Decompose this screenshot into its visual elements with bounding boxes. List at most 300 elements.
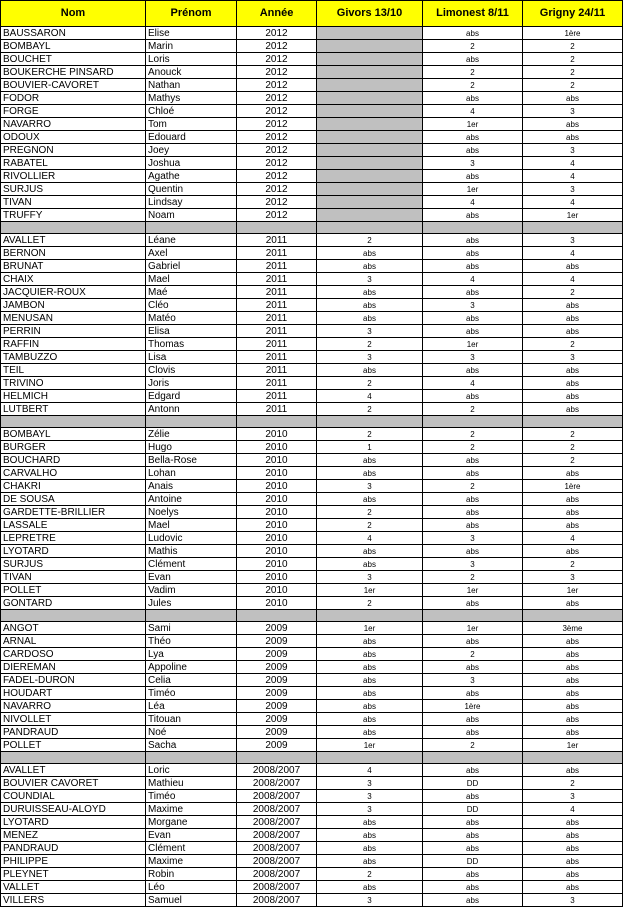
table-row bbox=[1, 131, 623, 144]
limonest-cell: abs bbox=[423, 519, 523, 532]
prenom-cell: Mael bbox=[146, 273, 237, 286]
limonest-cell: abs bbox=[423, 131, 523, 144]
limonest-cell: 3 bbox=[423, 558, 523, 571]
nom-cell: BOUCHARD bbox=[1, 454, 146, 467]
grigny-cell: 2 bbox=[523, 66, 623, 79]
givors-cell: 1 bbox=[317, 441, 423, 454]
givors-cell: 3 bbox=[317, 894, 423, 907]
limonest-cell: DD bbox=[423, 855, 523, 868]
grigny-cell: 2 bbox=[523, 286, 623, 299]
grigny-cell: 3 bbox=[523, 351, 623, 364]
grigny-cell: 2 bbox=[523, 441, 623, 454]
annee-cell: 2011 bbox=[237, 286, 317, 299]
annee-cell: 2009 bbox=[237, 648, 317, 661]
nom-cell: CARVALHO bbox=[1, 467, 146, 480]
nom-cell: BAUSSARON bbox=[1, 27, 146, 40]
grigny-cell: 2 bbox=[523, 40, 623, 53]
grigny-cell: abs bbox=[523, 312, 623, 325]
limonest-cell: abs bbox=[423, 234, 523, 247]
limonest-cell: DD bbox=[423, 803, 523, 816]
table-row bbox=[1, 829, 623, 842]
table-row bbox=[1, 816, 623, 829]
grigny-cell: 4 bbox=[523, 247, 623, 260]
prenom-cell: Bella-Rose bbox=[146, 454, 237, 467]
table-row bbox=[1, 558, 623, 571]
annee-cell: 2010 bbox=[237, 545, 317, 558]
separator-cell bbox=[423, 610, 523, 622]
givors-cell: 2 bbox=[317, 868, 423, 881]
givors-cell: abs bbox=[317, 674, 423, 687]
prenom-cell: Timéo bbox=[146, 687, 237, 700]
grigny-cell: abs bbox=[523, 842, 623, 855]
nom-cell: SURJUS bbox=[1, 183, 146, 196]
givors-cell: 3 bbox=[317, 273, 423, 286]
annee-cell: 2009 bbox=[237, 739, 317, 752]
table-row bbox=[1, 209, 623, 222]
table-row bbox=[1, 66, 623, 79]
nom-cell: PANDRAUD bbox=[1, 726, 146, 739]
table-row bbox=[1, 467, 623, 480]
nom-cell: TEIL bbox=[1, 364, 146, 377]
prenom-cell: Celia bbox=[146, 674, 237, 687]
limonest-cell: abs bbox=[423, 842, 523, 855]
annee-cell: 2008/2007 bbox=[237, 803, 317, 816]
limonest-cell: 1ère bbox=[423, 700, 523, 713]
limonest-cell: 1er bbox=[423, 584, 523, 597]
givors-cell: abs bbox=[317, 467, 423, 480]
table-row bbox=[1, 441, 623, 454]
table-row bbox=[1, 622, 623, 635]
limonest-cell: 2 bbox=[423, 79, 523, 92]
grigny-cell: 1er bbox=[523, 209, 623, 222]
nom-cell: HELMICH bbox=[1, 390, 146, 403]
table-row bbox=[1, 27, 623, 40]
table-row bbox=[1, 92, 623, 105]
givors-cell bbox=[317, 170, 423, 183]
group-separator-row bbox=[1, 222, 623, 234]
prenom-cell: Léo bbox=[146, 881, 237, 894]
givors-cell: abs bbox=[317, 687, 423, 700]
grigny-cell: 4 bbox=[523, 170, 623, 183]
givors-cell: abs bbox=[317, 648, 423, 661]
header-grigny: Grigny 24/11 bbox=[523, 1, 623, 27]
annee-cell: 2012 bbox=[237, 40, 317, 53]
limonest-cell: abs bbox=[423, 764, 523, 777]
givors-cell: abs bbox=[317, 881, 423, 894]
givors-cell: abs bbox=[317, 635, 423, 648]
table-row bbox=[1, 428, 623, 441]
prenom-cell: Lindsay bbox=[146, 196, 237, 209]
nom-cell: AVALLET bbox=[1, 234, 146, 247]
nom-cell: LYOTARD bbox=[1, 816, 146, 829]
prenom-cell: Théo bbox=[146, 635, 237, 648]
limonest-cell: 3 bbox=[423, 157, 523, 170]
nom-cell: ANGOT bbox=[1, 622, 146, 635]
givors-cell: 2 bbox=[317, 338, 423, 351]
givors-cell bbox=[317, 66, 423, 79]
grigny-cell: abs bbox=[523, 855, 623, 868]
annee-cell: 2011 bbox=[237, 390, 317, 403]
prenom-cell: Joey bbox=[146, 144, 237, 157]
nom-cell: LYOTARD bbox=[1, 545, 146, 558]
annee-cell: 2008/2007 bbox=[237, 894, 317, 907]
prenom-cell: Cléo bbox=[146, 299, 237, 312]
limonest-cell: abs bbox=[423, 170, 523, 183]
table-row bbox=[1, 364, 623, 377]
nom-cell: COUNDIAL bbox=[1, 790, 146, 803]
nom-cell: VALLET bbox=[1, 881, 146, 894]
givors-cell bbox=[317, 157, 423, 170]
limonest-cell: 3 bbox=[423, 299, 523, 312]
grigny-cell: abs bbox=[523, 829, 623, 842]
table-row bbox=[1, 803, 623, 816]
prenom-cell: Lisa bbox=[146, 351, 237, 364]
limonest-cell: abs bbox=[423, 661, 523, 674]
nom-cell: FODOR bbox=[1, 92, 146, 105]
limonest-cell: abs bbox=[423, 829, 523, 842]
grigny-cell: abs bbox=[523, 493, 623, 506]
limonest-cell: abs bbox=[423, 260, 523, 273]
table-row bbox=[1, 273, 623, 286]
grigny-cell: abs bbox=[523, 648, 623, 661]
annee-cell: 2009 bbox=[237, 726, 317, 739]
annee-cell: 2009 bbox=[237, 622, 317, 635]
givors-cell: 2 bbox=[317, 597, 423, 610]
nom-cell: PREGNON bbox=[1, 144, 146, 157]
limonest-cell: 3 bbox=[423, 532, 523, 545]
annee-cell: 2008/2007 bbox=[237, 855, 317, 868]
prenom-cell: Noé bbox=[146, 726, 237, 739]
nom-cell: TIVAN bbox=[1, 196, 146, 209]
annee-cell: 2009 bbox=[237, 713, 317, 726]
grigny-cell: abs bbox=[523, 713, 623, 726]
givors-cell bbox=[317, 183, 423, 196]
annee-cell: 2009 bbox=[237, 661, 317, 674]
limonest-cell: 2 bbox=[423, 403, 523, 416]
givors-cell: abs bbox=[317, 247, 423, 260]
separator-cell bbox=[146, 416, 237, 428]
givors-cell: abs bbox=[317, 312, 423, 325]
limonest-cell: abs bbox=[423, 247, 523, 260]
prenom-cell: Léa bbox=[146, 700, 237, 713]
annee-cell: 2010 bbox=[237, 558, 317, 571]
grigny-cell: 4 bbox=[523, 157, 623, 170]
grigny-cell: abs bbox=[523, 325, 623, 338]
annee-cell: 2008/2007 bbox=[237, 790, 317, 803]
nom-cell: RAFFIN bbox=[1, 338, 146, 351]
prenom-cell: Hugo bbox=[146, 441, 237, 454]
givors-cell: 3 bbox=[317, 790, 423, 803]
annee-cell: 2011 bbox=[237, 273, 317, 286]
separator-cell bbox=[1, 222, 146, 234]
nom-cell: PANDRAUD bbox=[1, 842, 146, 855]
grigny-cell: 2 bbox=[523, 428, 623, 441]
header-prenom: Prénom bbox=[146, 1, 237, 27]
nom-cell: BOUVIER CAVORET bbox=[1, 777, 146, 790]
givors-cell bbox=[317, 53, 423, 66]
givors-cell: abs bbox=[317, 286, 423, 299]
group-separator-row bbox=[1, 752, 623, 764]
table-row bbox=[1, 79, 623, 92]
table-row bbox=[1, 519, 623, 532]
grigny-cell: abs bbox=[523, 467, 623, 480]
separator-cell bbox=[523, 752, 623, 764]
prenom-cell: Tom bbox=[146, 118, 237, 131]
limonest-cell: abs bbox=[423, 881, 523, 894]
limonest-cell: 4 bbox=[423, 377, 523, 390]
separator-cell bbox=[146, 610, 237, 622]
separator-cell bbox=[423, 416, 523, 428]
annee-cell: 2011 bbox=[237, 299, 317, 312]
givors-cell: 4 bbox=[317, 390, 423, 403]
nom-cell: JACQUIER-ROUX bbox=[1, 286, 146, 299]
nom-cell: LEPRETRE bbox=[1, 532, 146, 545]
limonest-cell: abs bbox=[423, 325, 523, 338]
grigny-cell: 2 bbox=[523, 53, 623, 66]
givors-cell: 1er bbox=[317, 739, 423, 752]
prenom-cell: Jules bbox=[146, 597, 237, 610]
separator-cell bbox=[1, 752, 146, 764]
table-row bbox=[1, 260, 623, 273]
table-row bbox=[1, 40, 623, 53]
prenom-cell: Robin bbox=[146, 868, 237, 881]
separator-cell bbox=[523, 610, 623, 622]
givors-cell: 1er bbox=[317, 584, 423, 597]
grigny-cell: 4 bbox=[523, 803, 623, 816]
limonest-cell: 2 bbox=[423, 428, 523, 441]
table-row bbox=[1, 377, 623, 390]
limonest-cell: 2 bbox=[423, 571, 523, 584]
annee-cell: 2012 bbox=[237, 27, 317, 40]
grigny-cell: abs bbox=[523, 726, 623, 739]
grigny-cell: abs bbox=[523, 764, 623, 777]
table-row bbox=[1, 196, 623, 209]
annee-cell: 2012 bbox=[237, 144, 317, 157]
table-row bbox=[1, 881, 623, 894]
separator-cell bbox=[237, 416, 317, 428]
givors-cell bbox=[317, 209, 423, 222]
limonest-cell: 4 bbox=[423, 105, 523, 118]
table-row bbox=[1, 493, 623, 506]
annee-cell: 2012 bbox=[237, 170, 317, 183]
prenom-cell: Morgane bbox=[146, 816, 237, 829]
grigny-cell: abs bbox=[523, 635, 623, 648]
prenom-cell: Anais bbox=[146, 480, 237, 493]
table-row bbox=[1, 247, 623, 260]
separator-cell bbox=[1, 610, 146, 622]
annee-cell: 2011 bbox=[237, 247, 317, 260]
prenom-cell: Gabriel bbox=[146, 260, 237, 273]
grigny-cell: abs bbox=[523, 674, 623, 687]
limonest-cell: 2 bbox=[423, 66, 523, 79]
givors-cell: 3 bbox=[317, 571, 423, 584]
annee-cell: 2008/2007 bbox=[237, 829, 317, 842]
nom-cell: BOUKERCHE PINSARD bbox=[1, 66, 146, 79]
grigny-cell: 1er bbox=[523, 739, 623, 752]
prenom-cell: Léane bbox=[146, 234, 237, 247]
limonest-cell: abs bbox=[423, 868, 523, 881]
table-row bbox=[1, 299, 623, 312]
limonest-cell: abs bbox=[423, 713, 523, 726]
limonest-cell: abs bbox=[423, 364, 523, 377]
prenom-cell: Maxime bbox=[146, 803, 237, 816]
annee-cell: 2009 bbox=[237, 700, 317, 713]
nom-cell: POLLET bbox=[1, 739, 146, 752]
grigny-cell: 2 bbox=[523, 777, 623, 790]
table-row bbox=[1, 545, 623, 558]
group-separator-row bbox=[1, 416, 623, 428]
givors-cell: 2 bbox=[317, 234, 423, 247]
limonest-cell: abs bbox=[423, 493, 523, 506]
prenom-cell: Maxime bbox=[146, 855, 237, 868]
nom-cell: CHAIX bbox=[1, 273, 146, 286]
table-row bbox=[1, 739, 623, 752]
nom-cell: TRIVINO bbox=[1, 377, 146, 390]
nom-cell: POLLET bbox=[1, 584, 146, 597]
limonest-cell: 3 bbox=[423, 351, 523, 364]
nom-cell: NAVARRO bbox=[1, 700, 146, 713]
separator-cell bbox=[523, 416, 623, 428]
nom-cell: HOUDART bbox=[1, 687, 146, 700]
nom-cell: GARDETTE-BRILLIER bbox=[1, 506, 146, 519]
grigny-cell: abs bbox=[523, 881, 623, 894]
prenom-cell: Matéo bbox=[146, 312, 237, 325]
limonest-cell: abs bbox=[423, 597, 523, 610]
givors-cell: abs bbox=[317, 299, 423, 312]
table-row bbox=[1, 338, 623, 351]
grigny-cell: 3 bbox=[523, 183, 623, 196]
grigny-cell: 3 bbox=[523, 234, 623, 247]
separator-cell bbox=[146, 222, 237, 234]
separator-cell bbox=[317, 416, 423, 428]
annee-cell: 2012 bbox=[237, 66, 317, 79]
grigny-cell: abs bbox=[523, 390, 623, 403]
grigny-cell: 3 bbox=[523, 571, 623, 584]
givors-cell: abs bbox=[317, 545, 423, 558]
givors-cell: abs bbox=[317, 364, 423, 377]
nom-cell: DE SOUSA bbox=[1, 493, 146, 506]
table-row bbox=[1, 170, 623, 183]
header-givors: Givors 13/10 bbox=[317, 1, 423, 27]
annee-cell: 2011 bbox=[237, 338, 317, 351]
nom-cell: RABATEL bbox=[1, 157, 146, 170]
nom-cell: TRUFFY bbox=[1, 209, 146, 222]
grigny-cell: 1er bbox=[523, 584, 623, 597]
prenom-cell: Appoline bbox=[146, 661, 237, 674]
givors-cell: abs bbox=[317, 454, 423, 467]
nom-cell: FADEL-DURON bbox=[1, 674, 146, 687]
limonest-cell: abs bbox=[423, 390, 523, 403]
table-row bbox=[1, 597, 623, 610]
prenom-cell: Maé bbox=[146, 286, 237, 299]
givors-cell bbox=[317, 79, 423, 92]
table-row bbox=[1, 105, 623, 118]
table-row bbox=[1, 842, 623, 855]
givors-cell bbox=[317, 27, 423, 40]
prenom-cell: Titouan bbox=[146, 713, 237, 726]
separator-cell bbox=[237, 752, 317, 764]
nom-cell: JAMBON bbox=[1, 299, 146, 312]
table-row bbox=[1, 855, 623, 868]
annee-cell: 2011 bbox=[237, 260, 317, 273]
nom-cell: PHILIPPE bbox=[1, 855, 146, 868]
givors-cell bbox=[317, 105, 423, 118]
prenom-cell: Clovis bbox=[146, 364, 237, 377]
nom-cell: AVALLET bbox=[1, 764, 146, 777]
grigny-cell: abs bbox=[523, 260, 623, 273]
nom-cell: LASSALE bbox=[1, 519, 146, 532]
separator-cell bbox=[1, 416, 146, 428]
grigny-cell: 3ème bbox=[523, 622, 623, 635]
separator-cell bbox=[317, 752, 423, 764]
prenom-cell: Joshua bbox=[146, 157, 237, 170]
grigny-cell: abs bbox=[523, 816, 623, 829]
annee-cell: 2008/2007 bbox=[237, 816, 317, 829]
annee-cell: 2011 bbox=[237, 325, 317, 338]
nom-cell: MENUSAN bbox=[1, 312, 146, 325]
annee-cell: 2010 bbox=[237, 454, 317, 467]
givors-cell: abs bbox=[317, 713, 423, 726]
table-row bbox=[1, 687, 623, 700]
annee-cell: 2010 bbox=[237, 480, 317, 493]
limonest-cell: 2 bbox=[423, 480, 523, 493]
limonest-cell: 1er bbox=[423, 338, 523, 351]
givors-cell bbox=[317, 118, 423, 131]
separator-cell bbox=[317, 222, 423, 234]
prenom-cell: Evan bbox=[146, 571, 237, 584]
table-row bbox=[1, 286, 623, 299]
grigny-cell: abs bbox=[523, 597, 623, 610]
limonest-cell: 2 bbox=[423, 441, 523, 454]
limonest-cell: 1er bbox=[423, 183, 523, 196]
nom-cell: LUTBERT bbox=[1, 403, 146, 416]
annee-cell: 2008/2007 bbox=[237, 842, 317, 855]
table-row bbox=[1, 713, 623, 726]
givors-cell: abs bbox=[317, 842, 423, 855]
table-row bbox=[1, 480, 623, 493]
prenom-cell: Ludovic bbox=[146, 532, 237, 545]
givors-cell bbox=[317, 144, 423, 157]
annee-cell: 2011 bbox=[237, 403, 317, 416]
table-row bbox=[1, 661, 623, 674]
annee-cell: 2011 bbox=[237, 364, 317, 377]
annee-cell: 2010 bbox=[237, 506, 317, 519]
grigny-cell: 2 bbox=[523, 558, 623, 571]
separator-cell bbox=[317, 610, 423, 622]
annee-cell: 2011 bbox=[237, 351, 317, 364]
annee-cell: 2011 bbox=[237, 234, 317, 247]
prenom-cell: Loris bbox=[146, 53, 237, 66]
annee-cell: 2008/2007 bbox=[237, 777, 317, 790]
table-row bbox=[1, 571, 623, 584]
givors-cell bbox=[317, 40, 423, 53]
separator-cell bbox=[423, 752, 523, 764]
givors-cell: abs bbox=[317, 661, 423, 674]
grigny-cell: abs bbox=[523, 687, 623, 700]
limonest-cell: abs bbox=[423, 454, 523, 467]
nom-cell: SURJUS bbox=[1, 558, 146, 571]
annee-cell: 2009 bbox=[237, 687, 317, 700]
prenom-cell: Noam bbox=[146, 209, 237, 222]
givors-cell: abs bbox=[317, 700, 423, 713]
table-row bbox=[1, 726, 623, 739]
nom-cell: TIVAN bbox=[1, 571, 146, 584]
prenom-cell: Loric bbox=[146, 764, 237, 777]
givors-cell: 3 bbox=[317, 325, 423, 338]
limonest-cell: abs bbox=[423, 92, 523, 105]
table-row bbox=[1, 183, 623, 196]
limonest-cell: DD bbox=[423, 777, 523, 790]
